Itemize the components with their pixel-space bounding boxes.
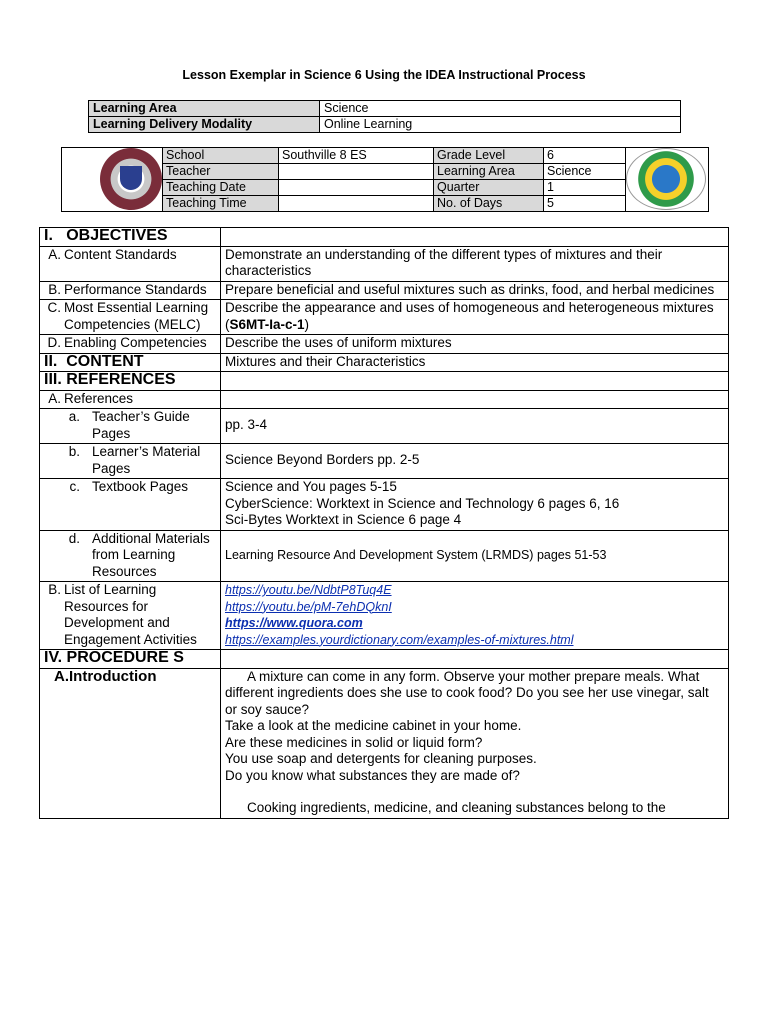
empty-cell [221,372,729,391]
teachers-guide-label: Teacher’s Guide Pages [92,409,190,441]
item-letter: B. [48,582,61,597]
enabling-competencies-label: Enabling Competencies [64,335,207,350]
delivery-modality-label: Learning Delivery Modality [89,117,320,133]
introduction-paragraph: A mixture can come in any form. Observe your mother prepare meals. What different ingredients does she use to cook food? Do you see her use vinegar, salt or soy sauce? [225,668,709,717]
performance-standards-cell [40,281,221,300]
textbook-cell [40,479,221,531]
table-row [40,353,729,372]
table-row [163,196,626,212]
deped-seal-icon [100,148,162,210]
quarter-label: Quarter [434,180,544,196]
table-row [40,300,729,335]
item-letter: C. [47,300,61,315]
table-row [89,117,681,133]
introduction-line: You use soap and detergents for cleaning purposes. [225,751,537,766]
textbook-label: Textbook Pages [92,479,189,494]
resource-link[interactable]: https://youtu.be/NdbtP8Tuq4E [225,583,392,597]
item-letter: b. [68,444,80,459]
school-value: Southville 8 ES [279,148,434,164]
days-label: No. of Days [434,196,544,212]
table-row [40,335,729,354]
learners-material-cell [40,444,221,479]
melc-code: S6MT-Ia-c-1 [229,316,305,332]
learning-resources-cell [40,582,221,650]
introduction-label: A.Introduction [40,668,221,818]
quarter-value: 1 [544,180,626,196]
item-letter: B. [48,281,61,297]
days-value: 5 [544,196,626,212]
table-row [40,582,729,650]
item-letter: c. [69,479,80,494]
table-row [40,281,729,300]
school-info-table [162,147,626,212]
grade-level-value: 6 [544,148,626,164]
table-row [40,409,729,444]
objectives-heading: I. OBJECTIVES [40,228,221,247]
grade-level-label: Grade Level [434,148,544,164]
additional-materials-cell [40,530,221,582]
learning-resources-label: List of Learning Resources for Development and Engagement Activities [64,582,197,647]
resource-link[interactable]: https://www.quora.com [225,616,363,630]
table-row [40,444,729,479]
lesson-table [39,227,729,819]
references-label: References [64,390,134,406]
introduction-text-cell [221,668,729,818]
procedures-heading: IV. PROCEDURE S [40,650,221,669]
content-heading: II. CONTENT [40,353,221,372]
delivery-modality-value: Online Learning [320,117,681,133]
textbook-line: CyberScience: Worktext in Science and Technology 6 pages 6, 16 [225,495,620,511]
introduction-line: Do you know what substances they are made of? [225,767,520,783]
info-learning-area-label: Learning Area [434,164,544,180]
teaching-date-value [279,180,434,196]
references-cell [40,390,221,409]
empty-cell [221,650,729,669]
teacher-label: Teacher [163,164,279,180]
melc-close: ) [304,316,310,332]
enabling-competencies-cell [40,335,221,354]
content-text: Mixtures and their Characteristics [221,353,729,372]
table-row [40,228,729,247]
teacher-value [279,164,434,180]
table-row [40,530,729,582]
references-heading: III. REFERENCES [40,372,221,391]
table-row [40,390,729,409]
division-logo-icon [626,148,706,210]
performance-standards-label: Performance Standards [64,281,207,297]
learning-resources-links [221,582,729,650]
content-standards-text: Demonstrate an understanding of the different types of mixtures and their characteristics [221,246,729,281]
introduction-line: Take a look at the medicine cabinet in your home. [225,718,522,733]
textbook-line: Sci-Bytes Worktext in Science 6 page 4 [225,512,462,527]
teachers-guide-text: pp. 3-4 [221,409,729,444]
performance-standards-text: Prepare beneficial and useful mixtures such as drinks, food, and herbal medicines [221,281,729,300]
learning-area-table [88,100,681,133]
item-letter: d. [68,530,80,546]
document-title: Lesson Exemplar in Science 6 Using the IDEA Instructional Process [182,68,586,82]
table-row [163,180,626,196]
melc-cell [40,300,221,335]
melc-label: Most Essential Learning Competencies (MELC) [64,300,209,332]
textbook-text-cell [221,479,729,531]
info-learning-area-value: Science [544,164,626,180]
content-standards-label: Content Standards [64,246,177,262]
item-letter: D. [47,335,61,350]
table-row [40,650,729,669]
empty-cell [221,390,729,409]
teachers-guide-cell [40,409,221,444]
resource-link[interactable]: https://examples.yourdictionary.com/examples-of-mixtures.html [225,632,574,647]
table-row [89,101,681,117]
learning-area-value: Science [320,101,681,117]
table-row [163,148,626,164]
table-row [40,246,729,281]
teaching-time-label: Teaching Time [163,196,279,212]
teaching-time-value [279,196,434,212]
learners-material-label: Learner’s Material Pages [92,444,201,476]
learners-material-text: Science Beyond Borders pp. 2-5 [221,444,729,479]
table-row [163,164,626,180]
introduction-paragraph: Cooking ingredients, medicine, and cleaning substances belong to the [247,800,666,815]
table-row [40,372,729,391]
empty-cell [221,228,729,247]
school-label: School [163,148,279,164]
introduction-line: Are these medicines in solid or liquid form? [225,734,483,750]
learning-area-label: Learning Area [89,101,320,117]
item-letter: A. [48,390,61,406]
teaching-date-label: Teaching Date [163,180,279,196]
table-row [40,668,729,818]
textbook-line: Science and You pages 5-15 [225,479,397,494]
melc-text: Describe the appearance and uses of homogeneous and heterogeneous mixtures ( [225,300,714,332]
enabling-competencies-text: Describe the uses of uniform mixtures [221,335,729,354]
resource-link[interactable]: https://youtu.be/pM-7ehDQknI [225,599,392,614]
additional-materials-label: Additional Materials from Learning Resources [92,530,210,579]
additional-materials-text: Learning Resource And Development System (LRMDS) pages 51-53 [221,530,729,582]
item-letter: A. [48,246,61,262]
item-letter: a. [68,409,80,424]
content-standards-cell [40,246,221,281]
melc-text-cell [221,300,729,335]
table-row [40,479,729,531]
